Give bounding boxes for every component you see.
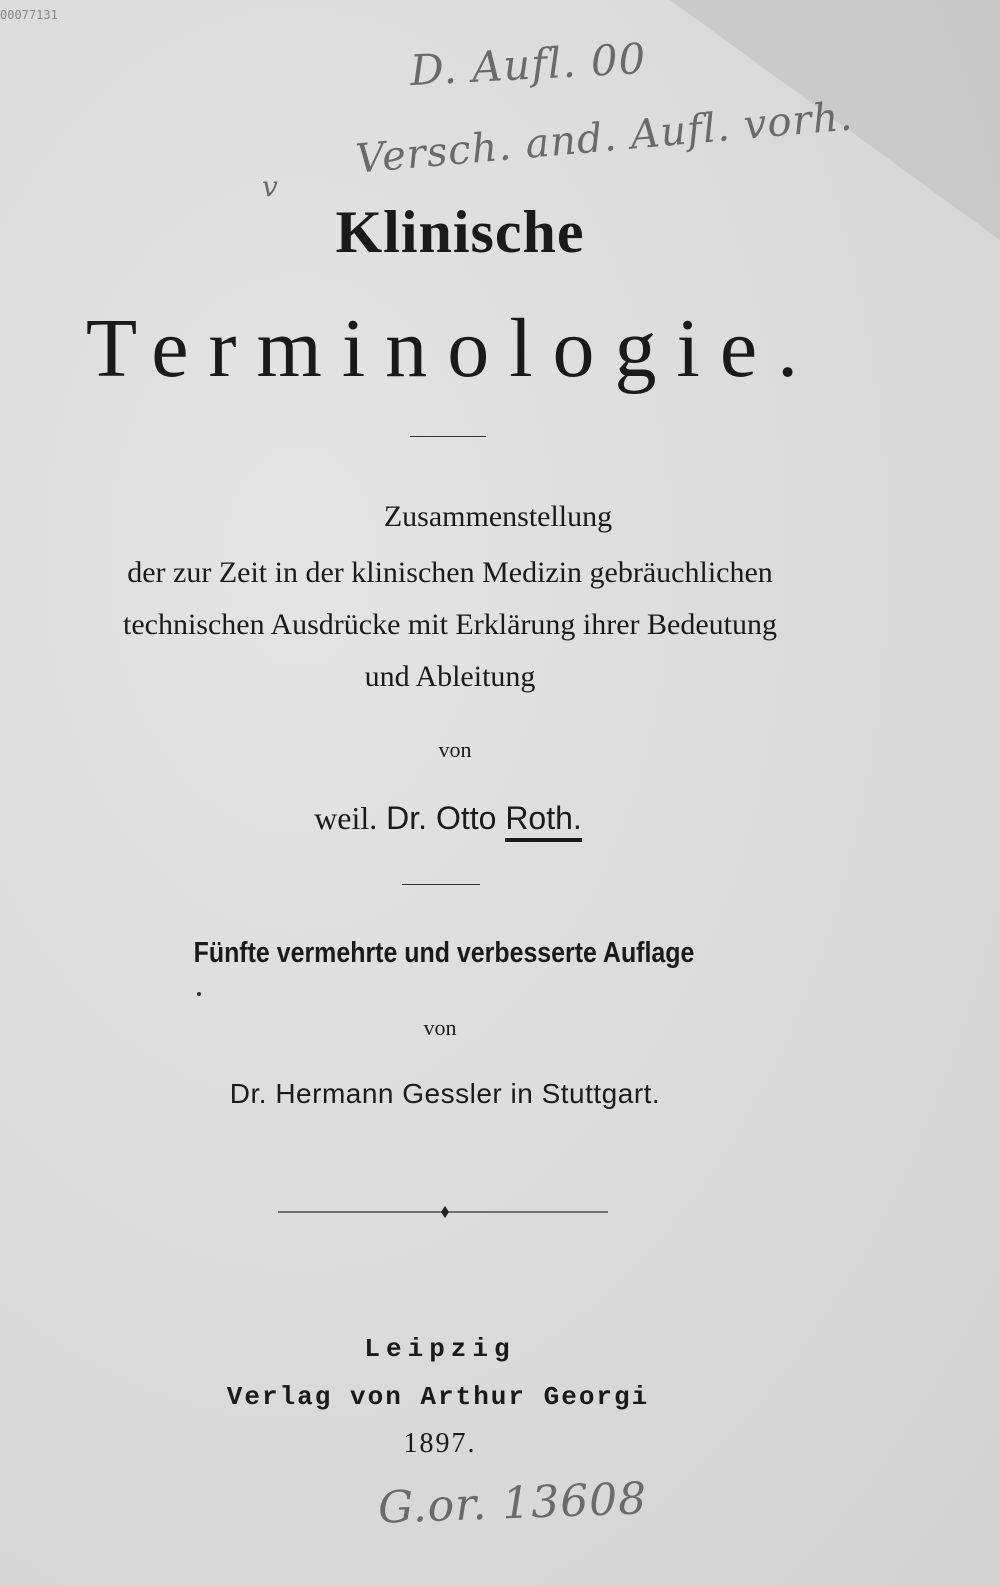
handwritten-call-number: G.or. 13608 [377,1473,649,1534]
handwritten-tick: v [262,170,279,203]
author-line [0,800,948,837]
title-line-1: Klinische [335,199,585,265]
subtitle-line-1: Zusammenstellung [383,500,613,533]
edition-line: Fünfte vermehrte und verbesserte Auflage [193,937,695,969]
author-divider [402,884,480,885]
handwritten-note-2: Versch. and. Aufl. vorh. [353,93,855,183]
scan-id: 00077131 [0,8,58,22]
title-line-2: Terminologie. [85,302,819,395]
editor-by-label: von [423,1015,457,1040]
ornamental-divider [278,1198,608,1228]
subtitle-line-3: technischen Ausdrücke mit Erklärung ihrer Bedeutung [123,608,777,641]
author-surname: Roth. [505,800,581,842]
author-prefix: weil. [314,800,378,836]
subtitle-line-4: und Ableitung [364,660,536,693]
title-divider [410,436,486,437]
imprint-city: Leipzig [364,1334,516,1364]
subtitle-line-2: der zur Zeit in der klinischen Medizin gebräuchlichen [127,556,773,589]
author-name: Dr. Otto [386,800,497,836]
editor-line: Dr. Hermann Gessler in Stuttgart. [229,1078,661,1109]
author-by-label: von [438,737,472,762]
imprint-publisher: Verlag von Arthur Georgi [226,1382,650,1412]
imprint-year: 1897. [403,1428,477,1459]
handwritten-note-1: D. Aufl. 00 [408,33,648,96]
ink-speck [197,992,201,996]
